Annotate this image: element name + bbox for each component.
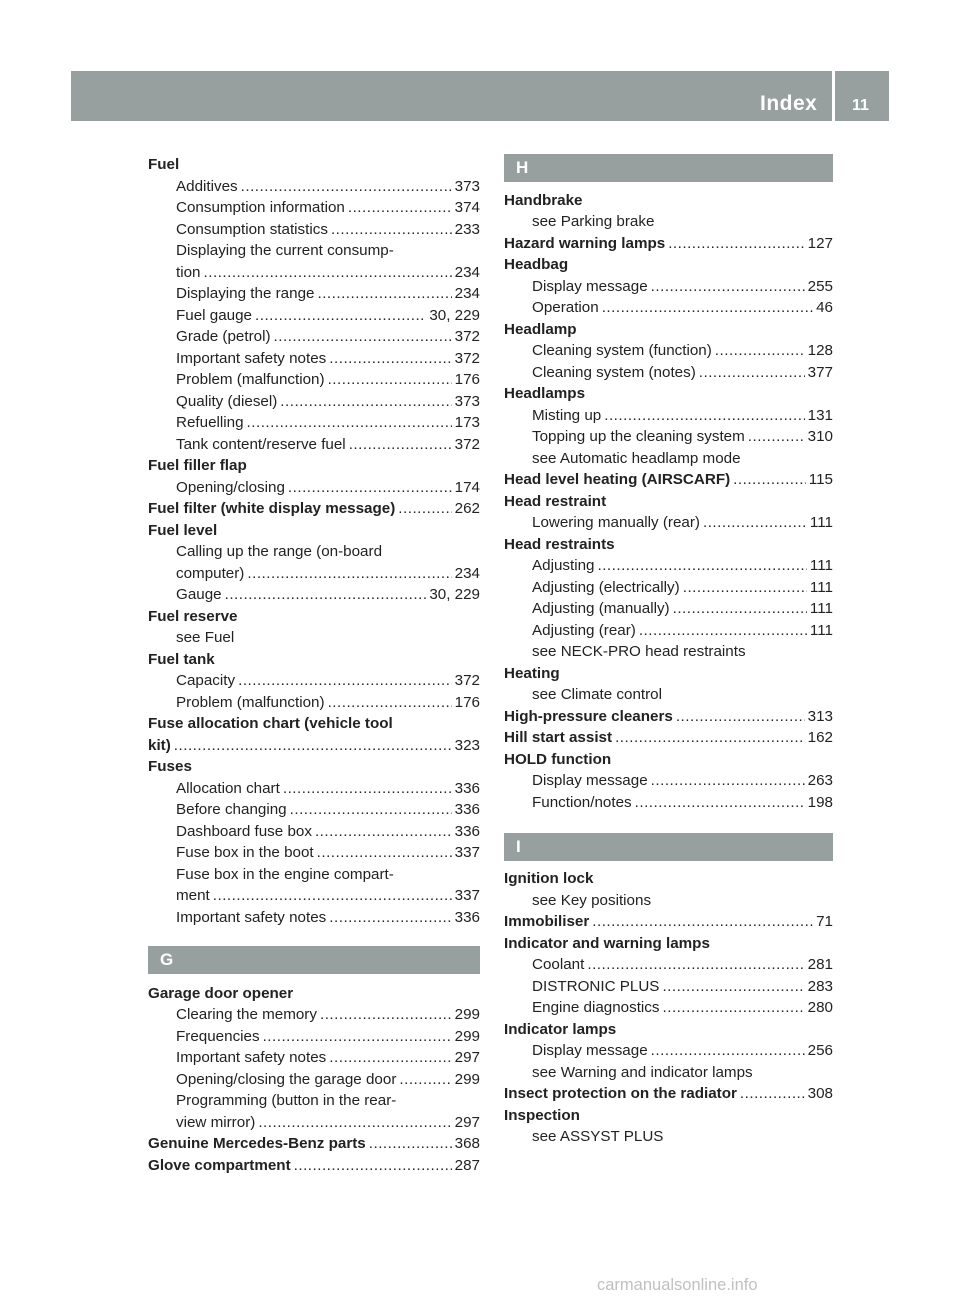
- index-entry: Before changing ..... 336: [176, 799, 480, 820]
- watermark: carmanualsonline.info: [597, 1276, 758, 1294]
- index-heading: Inspection: [504, 1107, 580, 1124]
- index-entry: Additives ..... 373: [176, 176, 480, 197]
- index-heading-entry: Glove compartment ..... 287: [148, 1155, 480, 1176]
- index-heading-entry: Hill start assist ..... 162: [504, 727, 833, 748]
- index-entry-continued: Calling up the range (on-board: [176, 543, 383, 560]
- index-heading: Garage door opener: [148, 985, 294, 1002]
- page-number: 11: [852, 97, 869, 114]
- index-heading: Indicator and warning lamps: [504, 935, 710, 952]
- index-entry: Opening/closing ..... 174: [176, 477, 480, 498]
- index-entry: Function/notes ..... 198: [532, 792, 833, 813]
- index-heading-entry: Head level heating (AIRSCARF) ..... 115: [504, 469, 833, 490]
- index-entry: Fuse box in the boot ..... 337: [176, 842, 480, 863]
- index-heading: Handbrake: [504, 192, 583, 209]
- index-entry: Tank content/reserve fuel ..... 372: [176, 434, 480, 455]
- index-entry: Allocation chart ..... 336: [176, 778, 480, 799]
- index-entry: Important safety notes ..... 372: [176, 348, 480, 369]
- index-heading: Headlamp: [504, 321, 577, 338]
- index-entry: Adjusting (electrically) ..... 111: [532, 577, 833, 598]
- index-entry: Topping up the cleaning system ..... 310: [532, 426, 833, 447]
- index-entry: tion ..... 234: [176, 262, 480, 283]
- index-entry: Important safety notes ..... 297: [176, 1047, 480, 1068]
- header-separator: [832, 71, 835, 121]
- index-heading: Fuel tank: [148, 651, 215, 668]
- index-see-reference: see Automatic headlamp mode: [532, 450, 741, 467]
- index-entry: Refuelling ..... 173: [176, 412, 480, 433]
- index-entry: Displaying the range ..... 234: [176, 283, 480, 304]
- index-heading: Fuel filler flap: [148, 457, 247, 474]
- index-heading: Headbag: [504, 256, 569, 273]
- index-entry: Dashboard fuse box ..... 336: [176, 821, 480, 842]
- index-see-reference: see Fuel: [176, 629, 235, 646]
- index-heading: Fuel level: [148, 522, 218, 539]
- index-heading: Indicator lamps: [504, 1021, 617, 1038]
- index-heading-entry: Insect protection on the radiator ..... 308: [504, 1083, 833, 1104]
- index-heading: Head restraint: [504, 493, 607, 510]
- index-heading-entry: Immobiliser ..... 71: [504, 911, 833, 932]
- index-entry: Important safety notes ..... 336: [176, 907, 480, 928]
- section-letter-h: H: [504, 154, 833, 182]
- index-heading: Fuel reserve: [148, 608, 238, 625]
- index-entry: Display message ..... 256: [532, 1040, 833, 1061]
- index-entry: Problem (malfunction) ..... 176: [176, 692, 480, 713]
- index-entry: Lowering manually (rear) ..... 111: [532, 512, 833, 533]
- index-heading: Head restraints: [504, 536, 615, 553]
- index-heading-entry: kit) ..... 323: [148, 735, 480, 756]
- index-entry: view mirror) ..... 297: [176, 1112, 480, 1133]
- index-see-reference: see Parking brake: [532, 213, 655, 230]
- index-entry: Cleaning system (function) ..... 128: [532, 340, 833, 361]
- index-heading: Fuse allocation chart (vehicle tool: [148, 715, 393, 732]
- index-heading-entry: Hazard warning lamps ..... 127: [504, 233, 833, 254]
- index-entry: DISTRONIC PLUS ..... 283: [532, 976, 833, 997]
- index-heading: Fuses: [148, 758, 192, 775]
- index-entry: Display message ..... 263: [532, 770, 833, 791]
- index-entry: Capacity ..... 372: [176, 670, 480, 691]
- index-entry: Adjusting (rear) ..... 111: [532, 620, 833, 641]
- index-entry: Operation ..... 46: [532, 297, 833, 318]
- index-entry: Quality (diesel) ..... 373: [176, 391, 480, 412]
- index-entry: Adjusting ..... 111: [532, 555, 833, 576]
- index-heading-entry: Fuel filter (white display message) ..... 262: [148, 498, 480, 519]
- index-entry: Coolant ..... 281: [532, 954, 833, 975]
- index-entry: Clearing the memory ..... 299: [176, 1004, 480, 1025]
- index-entry: ment ..... 337: [176, 885, 480, 906]
- index-entry-continued: Displaying the current consump-: [176, 242, 394, 259]
- index-entry: Fuel gauge ..... 30, 229: [176, 305, 480, 326]
- index-heading-entry: High-pressure cleaners ..... 313: [504, 706, 833, 727]
- index-entry: Engine diagnostics ..... 280: [532, 997, 833, 1018]
- index-entry: Problem (malfunction) ..... 176: [176, 369, 480, 390]
- index-entry: Frequencies ..... 299: [176, 1026, 480, 1047]
- index-see-reference: see Key positions: [532, 892, 652, 909]
- index-entry-continued: Programming (button in the rear-: [176, 1092, 397, 1109]
- section-letter-g: G: [148, 946, 480, 974]
- section-letter-i: I: [504, 833, 833, 861]
- index-heading: Ignition lock: [504, 870, 594, 887]
- index-see-reference: see ASSYST PLUS: [532, 1128, 664, 1145]
- index-see-reference: see Warning and indicator lamps: [532, 1064, 753, 1081]
- index-see-reference: see Climate control: [532, 686, 662, 703]
- index-entry-continued: Fuse box in the engine compart-: [176, 866, 394, 883]
- index-heading: Headlamps: [504, 385, 586, 402]
- index-heading: HOLD function: [504, 751, 612, 768]
- index-entry: Display message ..... 255: [532, 276, 833, 297]
- index-entry: computer) ..... 234: [176, 563, 480, 584]
- index-entry: Consumption statistics ..... 233: [176, 219, 480, 240]
- index-entry: Gauge ..... 30, 229: [176, 584, 480, 605]
- index-heading-entry: Genuine Mercedes-Benz parts ..... 368: [148, 1133, 480, 1154]
- index-entry: Adjusting (manually) ..... 111: [532, 598, 833, 619]
- index-entry: Consumption information ..... 374: [176, 197, 480, 218]
- index-heading: Fuel: [148, 156, 180, 173]
- index-entry: Cleaning system (notes) ..... 377: [532, 362, 833, 383]
- index-entry: Grade (petrol) ..... 372: [176, 326, 480, 347]
- index-entry: Opening/closing the garage door ..... 299: [176, 1069, 480, 1090]
- index-see-reference: see NECK-PRO head restraints: [532, 643, 746, 660]
- index-heading: Heating: [504, 665, 560, 682]
- index-entry: Misting up ..... 131: [532, 405, 833, 426]
- header-title: Index: [760, 92, 818, 115]
